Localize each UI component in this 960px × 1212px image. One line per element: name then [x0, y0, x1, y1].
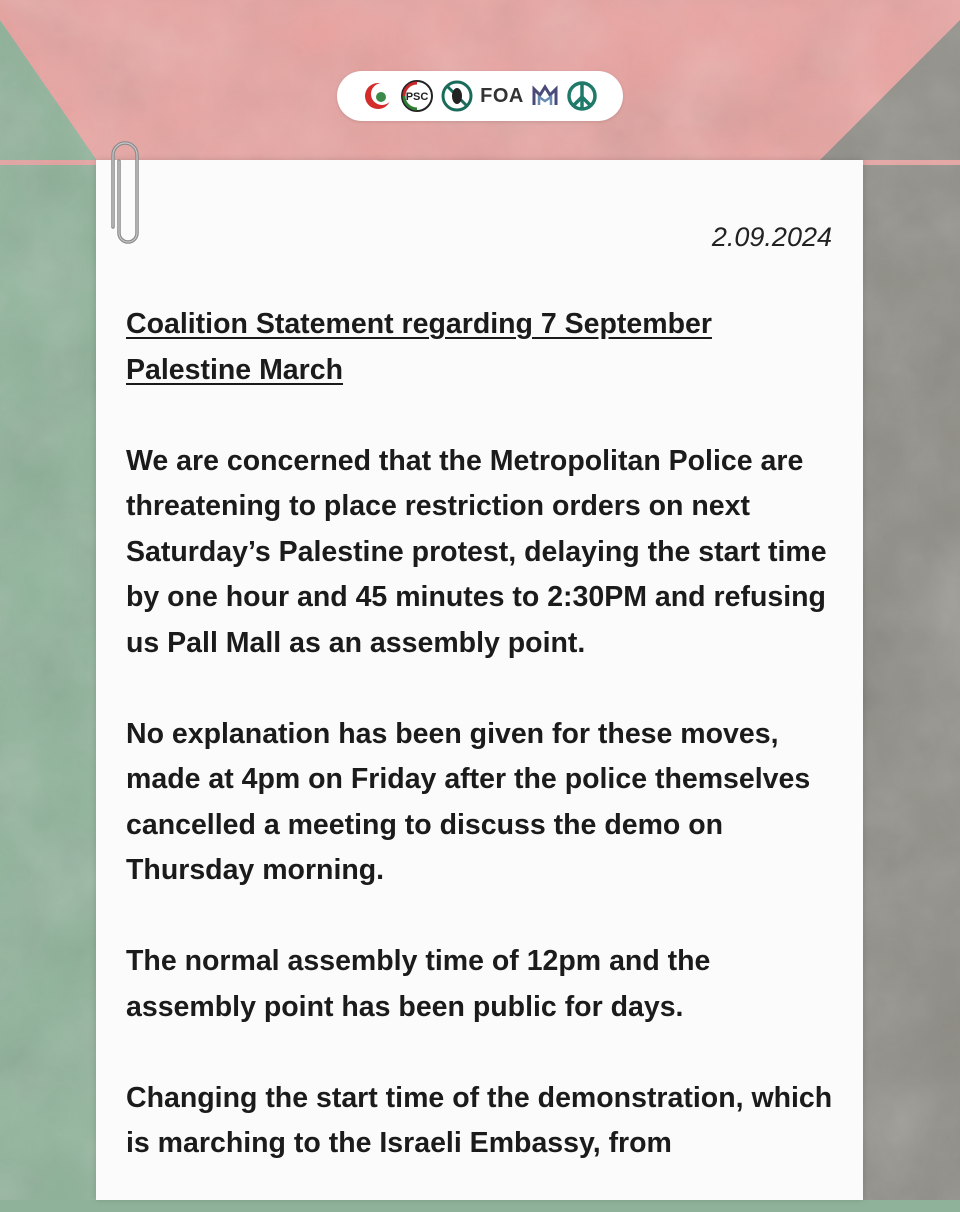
statement-paragraph-3: The normal assembly time of 12pm and the assembly point has been public for days.	[126, 945, 711, 1023]
statement-date: 2.09.2024	[711, 222, 832, 252]
peace-icon	[566, 80, 598, 112]
mab-logo-icon	[530, 81, 560, 111]
statement-body	[126, 302, 838, 1212]
partner-logos-bar	[337, 71, 623, 121]
statement-paragraph-2: No explanation has been given for these moves, made at 4pm on Friday after the police themselves cancelled a meeting to discuss the demo on Thursday morning.	[126, 717, 811, 886]
statement-title: Coalition Statement regarding 7 September Palestine March	[126, 308, 712, 386]
paperclip-icon	[109, 141, 145, 253]
psc-logo-icon	[400, 79, 434, 113]
svg-text:PSC: PSC	[405, 91, 429, 103]
crescent-logo-icon	[362, 80, 394, 112]
statement-paragraph-1: We are concerned that the Metropolitan Police are threatening to place restriction orders on next Saturday’s Palestine protest, delaying the start time by one hour and 45 minutes to 2:30PM and refusing us Pall Mall as an assembly point.	[126, 444, 827, 659]
foa-logo-text: FOA	[480, 84, 524, 107]
statement-paragraph-4: Changing the start time of the demonstration, which is marching to the Israeli Embassy, from	[126, 1081, 833, 1159]
stop-bombs-logo-icon	[440, 79, 474, 113]
